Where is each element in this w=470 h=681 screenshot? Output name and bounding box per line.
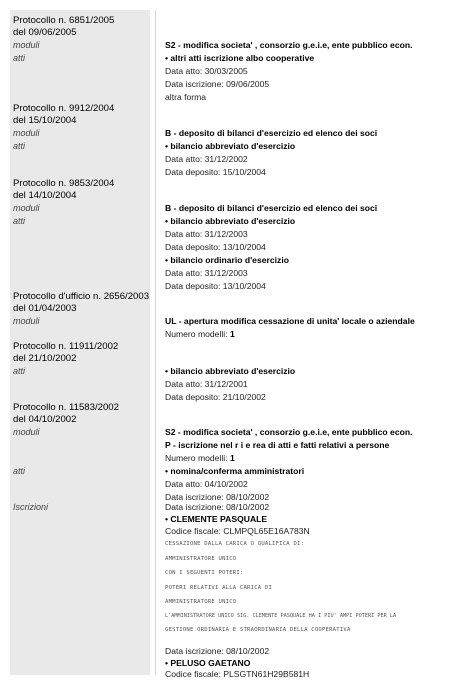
note-line: CESSAZIONE DALLA CARICA O QUALIFICA DI: (165, 541, 305, 547)
numero-modelli (165, 329, 235, 339)
codice-fiscale (165, 526, 310, 536)
data-atto: Data atto: 31/12/2003 (165, 268, 248, 278)
label-moduli: moduli (13, 203, 40, 213)
codice-fiscale-label: Codice fiscale: (165, 526, 224, 536)
atto-item: • altri atti iscrizione albo cooperative (165, 53, 315, 63)
note-line: AMMINISTRATORE UNICO (165, 556, 237, 562)
protocol-date: del 01/04/2003 (13, 303, 77, 314)
note-line: L'AMMINISTRATORE UNICO SIG. CLEMENTE PASQUALE HA I PIU' AMPI POTERI PER LA (165, 613, 397, 619)
protocol-title: Protocollo d'ufficio n. 2656/2003 (13, 291, 150, 302)
protocol-date: del 04/10/2002 (13, 414, 77, 425)
numero-modelli-label: Numero modelli: (165, 329, 230, 339)
note-line: POTERI RELATIVI ALLA CARICA DI (165, 585, 273, 591)
note-line: GESTIONE ORDINARIA E STRAORDINARIA DELLA COOPERATIVA (165, 627, 351, 633)
numero-modelli-value: 1 (229, 453, 235, 463)
moduli-value: S2 - modifica societa' , consorzio g.e.i.e, ente pubblico econ. (165, 427, 413, 437)
person-name: • PELUSO GAETANO (165, 658, 251, 668)
numero-modelli (165, 453, 235, 463)
data-iscrizione: Data iscrizione: 08/10/2002 (165, 492, 270, 502)
codice-fiscale-value: CLMPQL65E16A783N (223, 526, 310, 536)
atto-item: • bilancio abbreviato d'esercizio (165, 141, 296, 151)
note-line: CON I SEGUENTI POTERI: (165, 570, 244, 576)
data-iscrizione: Data iscrizione: 08/10/2002 (165, 646, 270, 656)
label-atti: atti (13, 366, 26, 376)
atto-item: • nomina/conferma amministratori (165, 466, 305, 476)
label-moduli: moduli (13, 128, 40, 138)
data-iscrizione: Data iscrizione: 09/06/2005 (165, 79, 270, 89)
protocol-title: Protocollo n. 9853/2004 (13, 178, 115, 189)
numero-modelli-label: Numero modelli: (165, 453, 230, 463)
data-deposito: Data deposito: 13/10/2004 (165, 242, 266, 252)
data-deposito: Data deposito: 15/10/2004 (165, 167, 266, 177)
codice-fiscale (165, 669, 309, 679)
moduli-value: S2 - modifica societa' , consorzio g.e.i.e, ente pubblico econ. (165, 40, 413, 50)
data-atto: Data atto: 31/12/2003 (165, 229, 248, 239)
label-moduli: moduli (13, 316, 40, 326)
data-atto: Data atto: 31/12/2002 (165, 154, 248, 164)
data-atto: Data atto: 31/12/2001 (165, 379, 248, 389)
data-deposito: Data deposito: 13/10/2004 (165, 281, 266, 291)
protocol-title: Protocollo n. 11911/2002 (13, 341, 119, 352)
protocol-date: del 09/06/2005 (13, 27, 77, 38)
label-moduli: moduli (13, 427, 40, 437)
moduli-value: B - deposito di bilanci d'esercizio ed elenco dei soci (165, 128, 378, 138)
label-atti: atti (13, 466, 26, 476)
atto-item: • bilancio abbreviato d'esercizio (165, 216, 296, 226)
protocol-title: Protocollo n. 11583/2002 (13, 402, 119, 413)
label-atti: atti (13, 216, 26, 226)
codice-fiscale-label: Codice fiscale: (165, 669, 224, 679)
protocol-title: Protocollo n. 6851/2005 (13, 15, 115, 26)
data-deposito: Data deposito: 21/10/2002 (165, 392, 266, 402)
protocol-title: Protocollo n. 9912/2004 (13, 103, 115, 114)
person-name: • CLEMENTE PASQUALE (165, 514, 268, 524)
forma-text: altra forma (165, 92, 207, 102)
codice-fiscale-value: PLSGTN61H29B581H (223, 669, 310, 679)
data-atto: Data atto: 30/03/2005 (165, 66, 248, 76)
numero-modelli-value: 1 (229, 329, 235, 339)
protocol-date: del 21/10/2002 (13, 353, 77, 364)
label-atti: atti (13, 53, 26, 63)
note-line: AMMINISTRATORE UNICO (165, 599, 237, 605)
label-moduli: moduli (13, 40, 40, 50)
data-atto: Data atto: 04/10/2002 (165, 479, 248, 489)
protocol-date: del 14/10/2004 (13, 190, 77, 201)
moduli-value: B - deposito di bilanci d'esercizio ed elenco dei soci (165, 203, 378, 213)
label-atti: atti (13, 141, 26, 151)
atto-item: • bilancio ordinario d'esercizio (165, 255, 289, 265)
protocol-date: del 15/10/2004 (13, 115, 77, 126)
moduli-value: P - iscrizione nel r i e rea di atti e fatti relativi a persone (165, 440, 390, 450)
label-iscrizioni: Iscrizioni (13, 502, 49, 512)
moduli-value: UL - apertura modifica cessazione di unita' locale o aziendale (165, 316, 415, 326)
data-iscrizione: Data iscrizione: 08/10/2002 (165, 502, 270, 512)
atto-item: • bilancio abbreviato d'esercizio (165, 366, 296, 376)
